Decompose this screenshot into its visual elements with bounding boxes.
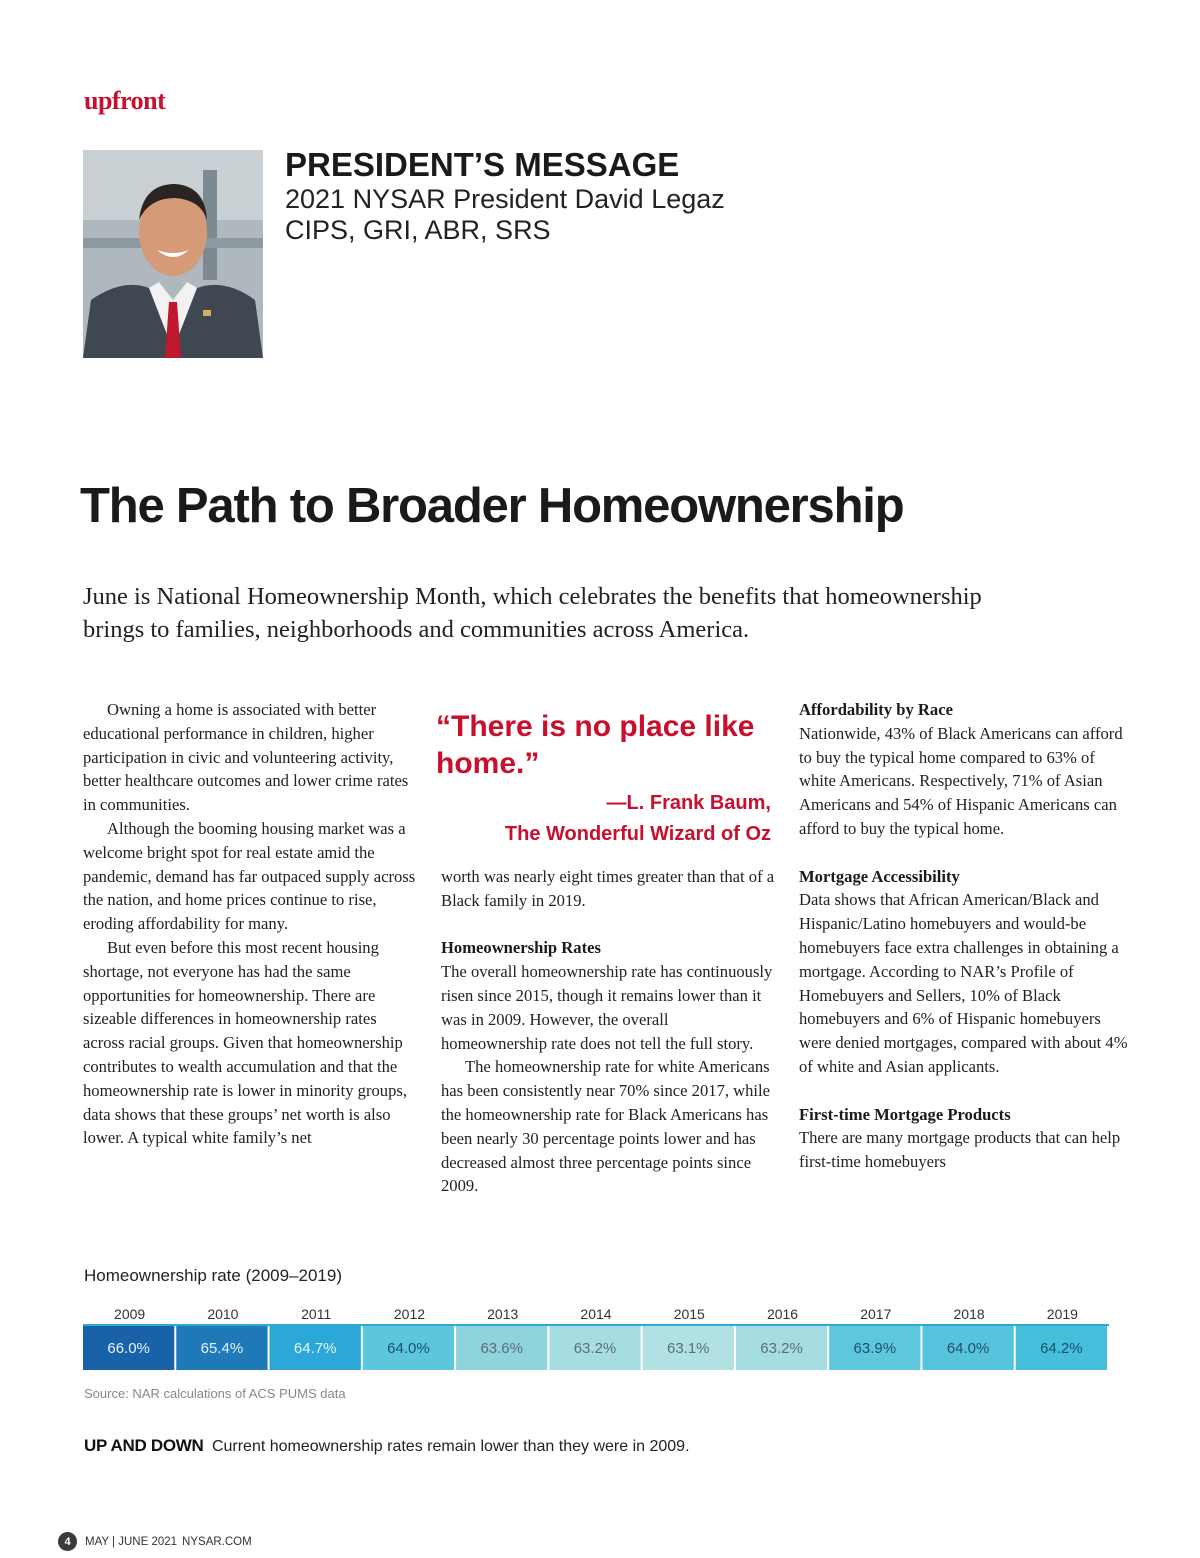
paragraph: Nationwide, 43% of Black Americans can afford to buy the typical home compared to 63% of white Americans. Respectively, 71% of Asian Americans and 54% of Hispanic Americans can afford to buy the typical home. xyxy=(799,723,1123,838)
president-photo xyxy=(83,150,263,358)
paragraph: The overall homeownership rate has continuously risen since 2015, though it remains lower than it was in 2009. However, the overall homeownership rate does not tell the full story. xyxy=(441,962,773,1053)
year-label-2018: 2018 xyxy=(953,1306,985,1322)
subheading-homeownership-rates: Homeownership Rates xyxy=(441,938,601,958)
year-label-2015: 2015 xyxy=(673,1306,705,1322)
rate-value-2017: 63.9% xyxy=(853,1340,897,1357)
subheading-first-time-mortgage: First-time Mortgage Products xyxy=(799,1104,1011,1124)
site-url: NYSAR.COM xyxy=(182,1535,252,1548)
paragraph: But even before this most recent housing shortage, not everyone has had the same opportunities for homeownership. There are sizeable differences in homeownership rates across racial groups. Given that homeownership contributes to wealth accumulation and that the homeownership rate is lower in minority groups, data shows that these groups’ net worth is also lower. A typical white family’s net xyxy=(83,937,407,1148)
chart-top-rule xyxy=(83,1324,1109,1326)
president-name: 2021 NYSAR President David Legaz xyxy=(285,184,725,214)
year-label-2019: 2019 xyxy=(1046,1306,1078,1322)
rate-value-2016: 63.2% xyxy=(760,1340,803,1357)
page-footer xyxy=(58,1532,252,1551)
rate-value-2011: 64.7% xyxy=(293,1340,337,1357)
year-label-2012: 2012 xyxy=(393,1306,426,1322)
caption-lead: UP AND DOWN xyxy=(84,1436,204,1455)
article-deck: June is National Homeownership Month, which celebrates the benefits that homeownership brings to families, neighborhoods and communities across America. xyxy=(83,583,982,643)
paragraph: There are many mortgage products that can help first-time homebuyers xyxy=(799,1128,1121,1172)
page-number: 4 xyxy=(58,1532,77,1551)
paragraph: Owning a home is associated with better educational performance in children, higher participation in civic and volunteering activity, better healthcare outcomes and lower crime rates in communities. xyxy=(83,700,409,815)
year-label-2017: 2017 xyxy=(860,1306,892,1322)
paragraph: Although the booming housing market was a welcome bright spot for real estate amid the pandemic, demand has far outpaced supply across the nation, and home prices continue to rise, eroding affordability for many. xyxy=(83,818,416,934)
chart-caption xyxy=(84,1436,690,1456)
article-headline: The Path to Broader Homeownership xyxy=(80,479,904,533)
subheading-mortgage-accessibility: Mortgage Accessibility xyxy=(799,866,960,886)
rate-value-2018: 64.0% xyxy=(946,1340,990,1357)
message-title: PRESIDENT’S MESSAGE xyxy=(285,146,680,183)
year-label-2014: 2014 xyxy=(580,1306,612,1322)
rate-value-2015: 63.1% xyxy=(666,1340,710,1357)
rate-value-2009: 66.0% xyxy=(107,1340,150,1357)
rate-value-2013: 63.6% xyxy=(480,1340,524,1357)
pull-quote-source: The Wonderful Wizard of Oz xyxy=(504,823,771,845)
rate-value-2019: 64.2% xyxy=(1040,1340,1083,1357)
subheading-affordability: Affordability by Race xyxy=(799,700,953,719)
section-label: upfront xyxy=(84,86,166,115)
rate-value-2014: 63.2% xyxy=(573,1340,617,1357)
pull-quote-text: “There is no place like home.” xyxy=(436,710,755,780)
year-label-2010: 2010 xyxy=(207,1306,239,1322)
paragraph: worth was nearly eight times greater than that of a Black family in 2019. xyxy=(441,867,775,910)
chart-source: Source: NAR calculations of ACS PUMS data xyxy=(84,1386,346,1401)
article-column-1 xyxy=(83,698,417,1150)
article-column-2 xyxy=(441,865,777,1198)
issue-date: MAY | JUNE 2021 xyxy=(85,1535,178,1548)
paragraph: The homeownership rate for white Americans has been consistently near 70% since 2017, while the homeownership rate for Black Americans has been nearly 30 percentage points lower and has decreased almost three percentage points since 2009. xyxy=(441,1057,771,1196)
article-column-3 xyxy=(799,698,1133,1174)
year-label-2009: 2009 xyxy=(114,1306,146,1322)
caption-text: Current homeownership rates remain lower than they were in 2009. xyxy=(211,1438,690,1455)
year-label-2011: 2011 xyxy=(301,1306,332,1322)
rate-value-2012: 64.0% xyxy=(387,1340,430,1357)
chart-title: Homeownership rate (2009–2019) xyxy=(84,1266,342,1285)
paragraph: Data shows that African American/Black and Hispanic/Latino homebuyers and would-be homebuyers face extra challenges in obtaining a mortgage. According to NAR’s Profile of Homebuyers and Sellers, 10% of Black homebuyers and 6% of Hispanic homebuyers were denied mortgages, compared with about 4% of white and Asian applicants. xyxy=(799,890,1128,1076)
pull-quote xyxy=(432,708,777,850)
pull-quote-attribution: —L. Frank Baum, xyxy=(606,792,771,814)
homeownership-rate-chart xyxy=(82,1298,1110,1374)
rate-value-2010: 65.4% xyxy=(200,1340,244,1357)
presidents-message-header xyxy=(285,146,725,246)
year-label-2013: 2013 xyxy=(487,1306,519,1322)
year-label-2016: 2016 xyxy=(766,1306,799,1322)
president-credentials: CIPS, GRI, ABR, SRS xyxy=(285,215,551,245)
